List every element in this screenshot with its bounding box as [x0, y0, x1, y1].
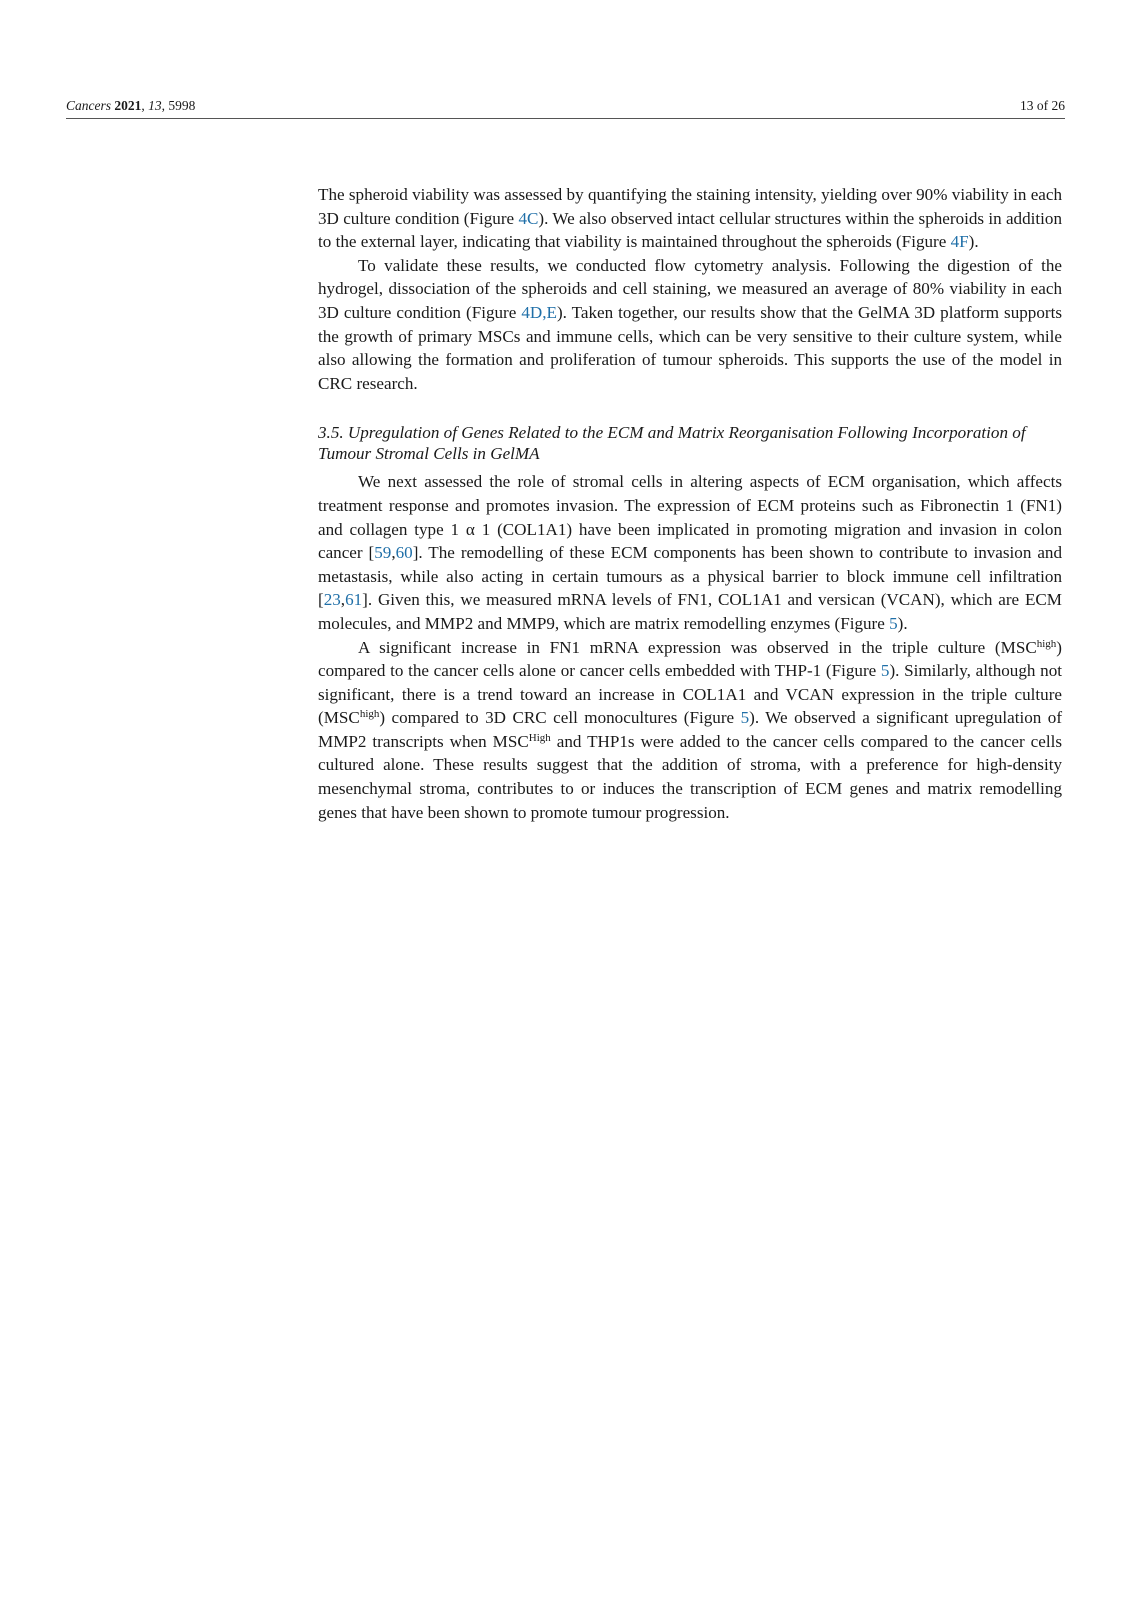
text-run: ). — [968, 232, 979, 252]
text-run: , — [391, 543, 396, 563]
paragraph-spheroid-viability — [318, 183, 1062, 254]
paragraph-flow-cytometry — [318, 254, 1062, 396]
superscript-high: high — [1036, 637, 1057, 650]
figure-link-5[interactable]: 5 — [880, 661, 890, 681]
paragraph-ecm-role — [318, 470, 1062, 635]
figure-link-5[interactable]: 5 — [889, 613, 898, 633]
text-run: ). We observed a significant upregulation of MMP2 transcripts when MSC — [318, 708, 1063, 751]
article-number: 5998 — [168, 98, 196, 113]
reference-link-60[interactable]: 60 — [395, 543, 413, 563]
article-body — [318, 183, 1062, 824]
figure-link-4c[interactable]: 4C — [518, 208, 539, 228]
text-run: The spheroid viability was assessed by quantifying the staining intensity, yielding over 90% viability in each 3D culture condition (Figure — [318, 185, 1062, 228]
text-run: We next assessed the role of stromal cells in altering aspects of ECM organisation, which affects treatment response and promotes invasion. The expression of ECM proteins such as Fibronectin 1 (FN1) and collagen type 1 α 1 (COL1A1) have been implicated in promoting migration and invasion in colon cancer [ — [318, 472, 1062, 563]
text-run: ]. Given this, we measured mRNA levels of FN1, COL1A1 and versican (VCAN), which are ECM molecules, and MMP2 and MMP9, which are matrix remodelling enzymes (Figure — [318, 590, 1062, 633]
text-run: ). — [897, 613, 908, 633]
text-run: ) compared to the cancer cells alone or cancer cells embedded with THP-1 (Figure — [318, 637, 1062, 681]
text-run: ]. The remodelling of these ECM components has been shown to contribute to invasion and metastasis, while also acting in certain tumours as a physical barrier to block immune cell infiltration [ — [318, 543, 1062, 610]
reference-link-59[interactable]: 59 — [374, 543, 392, 563]
running-header — [66, 98, 1065, 119]
journal-citation: Cancers 2021, 13, 5998 — [66, 98, 196, 113]
reference-link-23[interactable]: 23 — [323, 590, 341, 610]
journal-year: 2021 — [114, 98, 142, 113]
figure-link-5[interactable]: 5 — [740, 708, 750, 728]
page-number: 13 of 26 — [1020, 98, 1065, 113]
text-run: ) compared to 3D CRC cell monocultures (Figure — [379, 708, 741, 728]
section-heading: 3.5. Upregulation of Genes Related to the ECM and Matrix Reorganisation Following Incorporation of Tumour Stromal Cells in GelMA — [318, 423, 1026, 464]
text-run: ). Taken together, our results show that the GelMA 3D platform supports the growth of primary MSCs and immune cells, which can be very sensitive to their culture system, while also allowing the formation and proliferation of tumour spheroids. This supports the use of the model in CRC research. — [318, 302, 1062, 393]
journal-name: Cancers — [66, 98, 111, 113]
reference-link-61[interactable]: 61 — [345, 590, 363, 610]
text-run: and THP1s were added to the cancer cells compared to the cancer cells cultured alone. These results suggest that the addition of stroma, with a preference for high-density mesenchymal stroma, contributes to or induces the transcription of ECM genes and matrix remodelling genes that have been shown to promote tumour progression. — [318, 731, 1062, 822]
journal-volume: 13 — [148, 98, 162, 113]
superscript-high: high — [359, 708, 380, 721]
text-run: To validate these results, we conducted flow cytometry analysis. Following the digestion of the hydrogel, dissociation of the spheroids and cell staining, we measured an average of 80% viability in each 3D culture condition (Figure — [318, 255, 1062, 322]
figure-link-4f[interactable]: 4F — [950, 232, 969, 252]
text-run: , — [340, 590, 346, 610]
text-run: ). We also observed intact cellular structures within the spheroids in addition to the external layer, indicating that viability is maintained throughout the spheroids (Figure — [318, 208, 1062, 252]
text-run: A significant increase in FN1 mRNA expression was observed in the triple culture (MSC — [358, 637, 1037, 657]
figure-link-4de[interactable]: 4D,E — [521, 302, 557, 322]
superscript-high: High — [528, 731, 551, 744]
paragraph-fn1-expression — [318, 636, 1062, 825]
text-run: ). Similarly, although not significant, there is a trend toward an increase in COL1A1 and VCAN expression in the triple culture (MSC — [318, 661, 1062, 728]
